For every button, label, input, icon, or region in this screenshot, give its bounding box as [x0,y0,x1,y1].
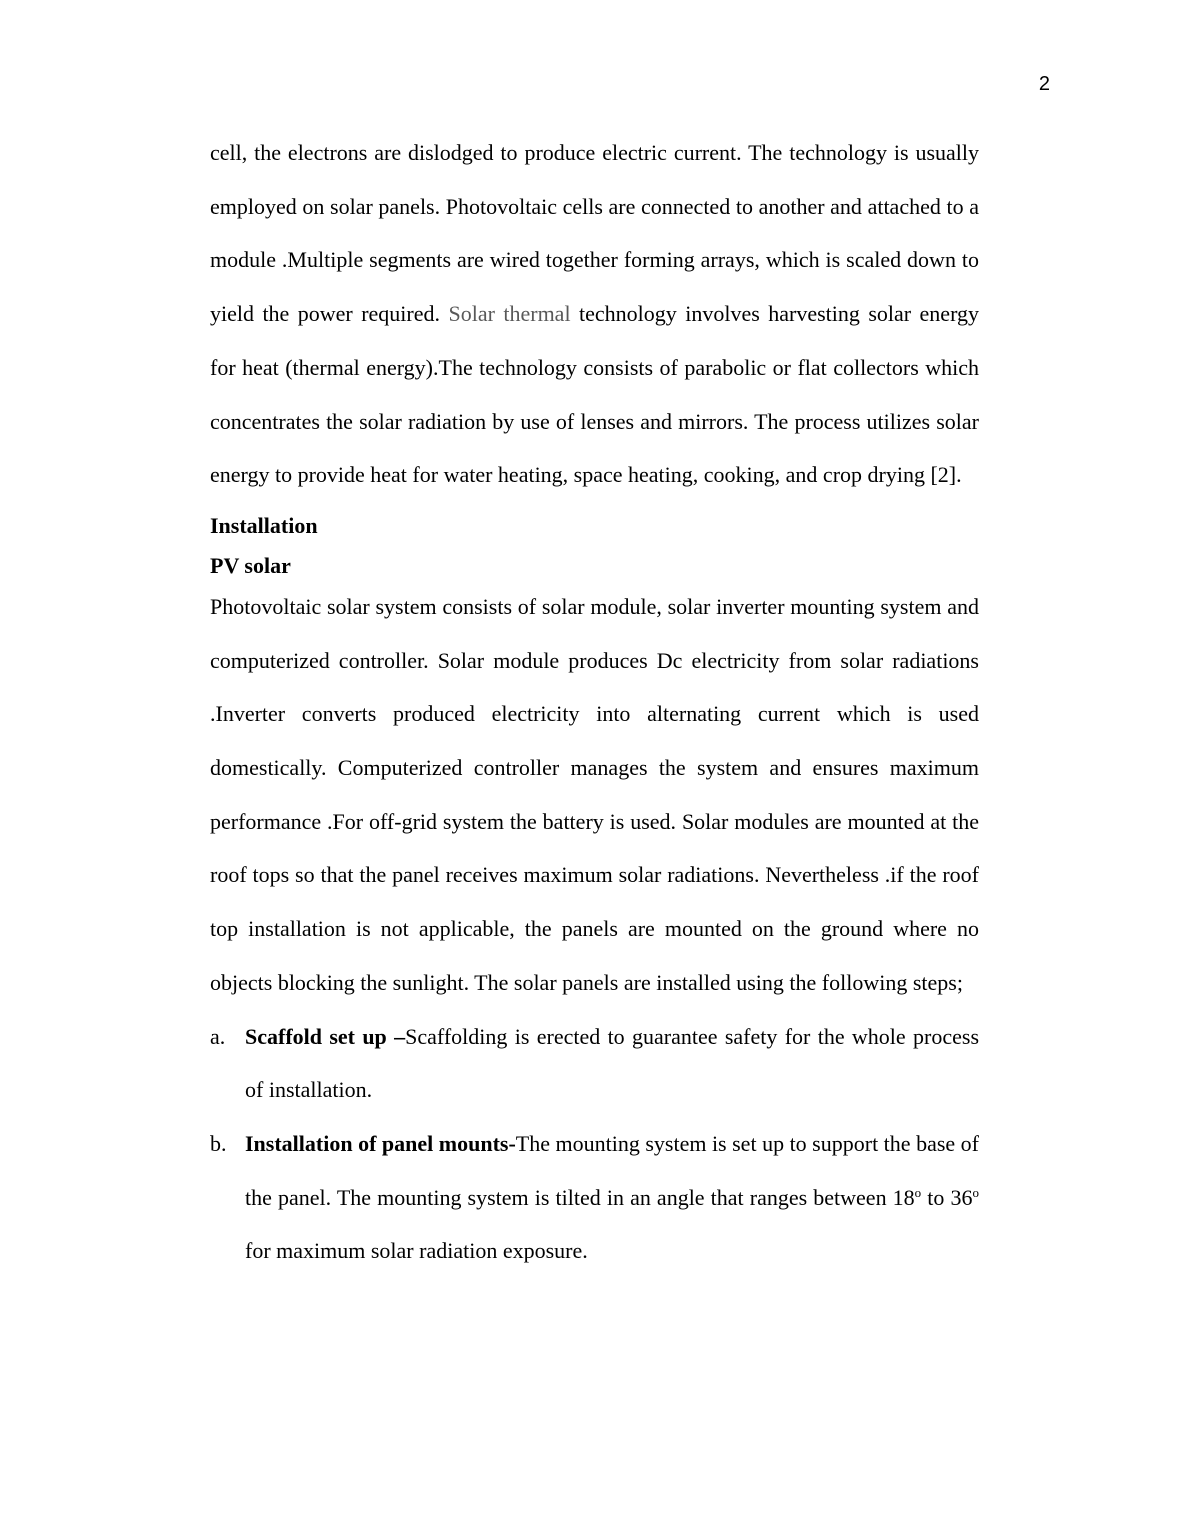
page-number: 2 [1038,73,1050,95]
intro-text-part2: technology involves harvesting solar energy for heat (thermal energy).The technology consists of parabolic or flat collectors which concentrates the solar radiation by use of lenses and mirrors. The process utilizes solar energy to provide heat for water heating, space heating, cooking, and crop drying [2]. [210,301,980,488]
degree-superscript: o [914,1184,922,1200]
degree-superscript: o [972,1184,979,1200]
intro-paragraph [210,126,979,502]
step-text-middle: to 36 [921,1184,973,1210]
solar-thermal-highlight: Solar thermal [448,301,571,327]
step-text: Scaffolding is erected to guarantee safety for the whole process of installation. [245,1023,980,1103]
step-title: Scaffold set up – [245,1023,406,1049]
list-marker: b. [210,1130,227,1156]
intro-text-part1: cell, the electrons are dislodged to produce electric current. The technology is usually employed on solar panels. Photovoltaic cells are connected to another and attached to a module .Multiple segments are wired together forming arrays, which is scaled down to yield the power required. [210,140,979,327]
step-text-before: The mounting system is set up to support the base of the panel. The mounting system is tilted in an angle that ranges between 18 [245,1130,979,1210]
pv-paragraph: Photovoltaic solar system consists of solar module, solar inverter mounting system and computerized controller. Solar module produces Dc electricity from solar radiations .Inverter converts produced electricity into alternating current which is used domestically. Computerized controller manages the system and ensures maximum performance .For off-grid system the battery is used. Solar modules are mounted at the roof tops so that the panel receives maximum solar radiations. Nevertheless .if the roof top installation is not applicable, the panels are mounted on the ground where no objects blocking the sunlight. The solar panels are installed using the following steps; [210,593,979,995]
pv-solar-heading: PV solar [210,552,291,578]
installation-steps-list [210,1010,979,1279]
list-marker: a. [210,1023,226,1049]
step-text-after: for maximum solar radiation exposure. [245,1238,588,1264]
installation-heading: Installation [210,512,318,538]
document-body [210,126,979,1278]
list-item [210,1117,979,1278]
list-item [210,1010,979,1117]
step-title: Installation of panel mounts- [245,1130,516,1156]
